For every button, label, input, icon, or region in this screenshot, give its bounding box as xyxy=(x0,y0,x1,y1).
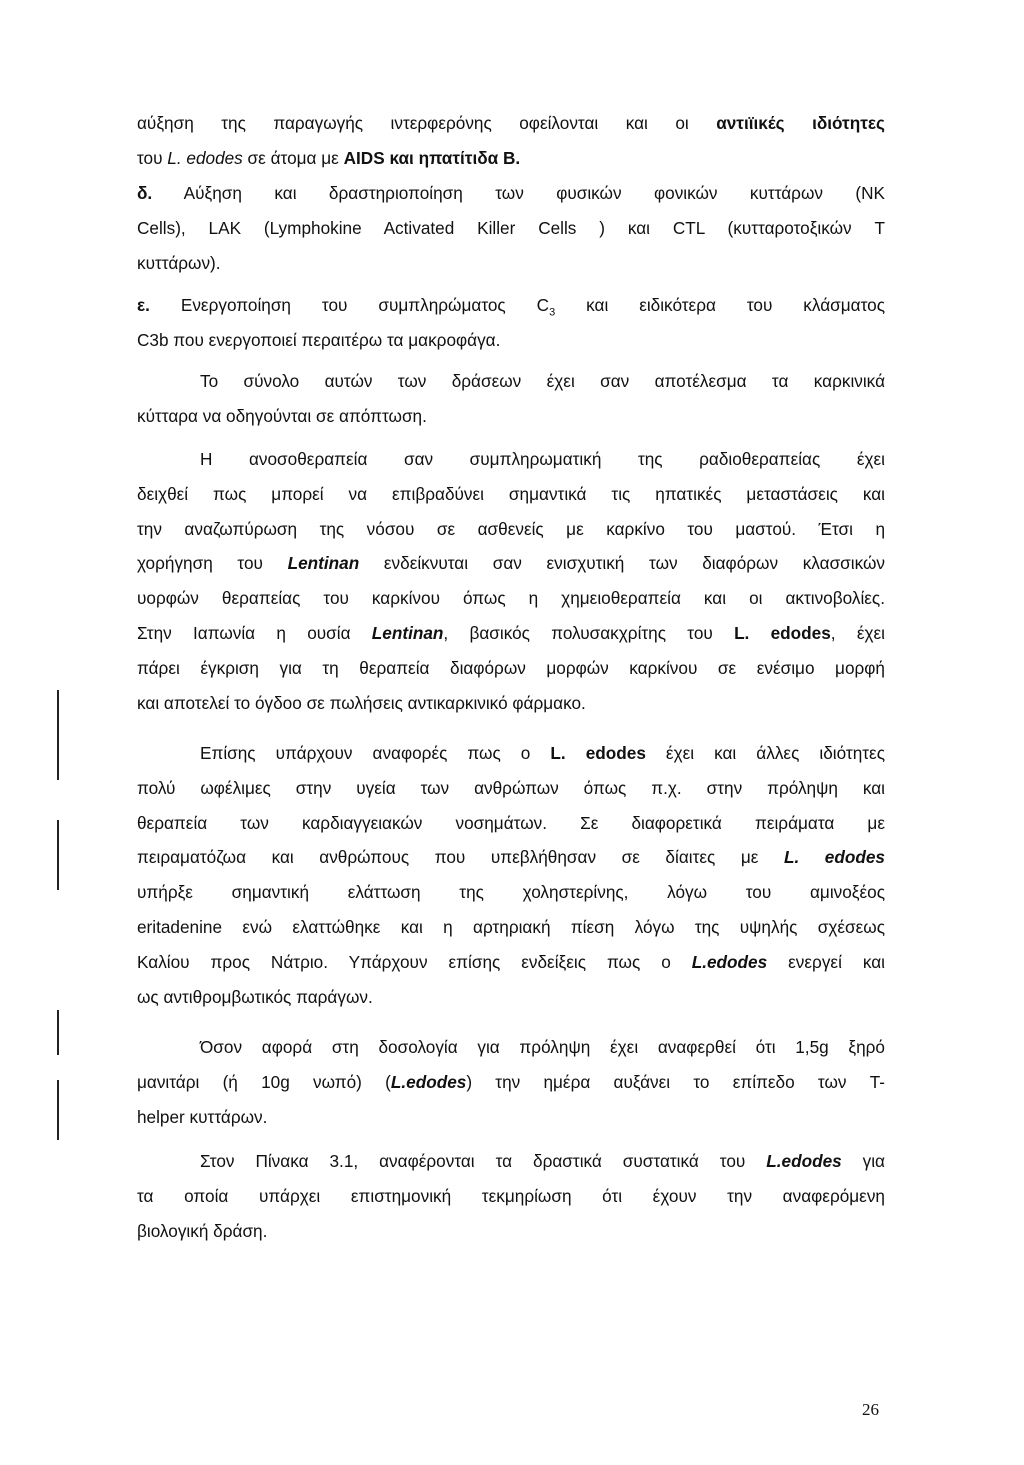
text-run: , έχει xyxy=(830,622,885,643)
text-line: Η ανοσοθεραπεία σαν συμπληρωματική της ραδιοθεραπείας έχει xyxy=(200,449,885,469)
text-line: την αναζωπύρωση της νόσου σε ασθενείς με καρκίνο του μαστού. Έτσι η xyxy=(137,518,885,539)
text-run: Στην Ιαπωνία η ουσία xyxy=(137,622,372,643)
text-line: ως αντιθρομβωτικός παράγων. xyxy=(137,986,373,1007)
text-line: τα οποία υπάρχει επιστημονική τεκμηρίωση ότι έχουν την αναφερόμενη xyxy=(137,1185,885,1206)
text-line: δειχθεί πως μπορεί να επιβραδύνει σημαντικά τις ηπατικές μεταστάσεις και xyxy=(137,483,885,504)
text-line: Όσον αφορά στη δοσολογία για πρόληψη έχει αναφερθεί ότι 1,5g ξηρό xyxy=(200,1037,885,1057)
text-run: Στον Πίνακα 3.1, αναφέρονται τα δραστικά συστατικά του xyxy=(200,1151,767,1171)
paragraph-other-properties xyxy=(137,736,885,1014)
text-line xyxy=(137,106,885,141)
text-line: Το σύνολο αυτών των δράσεων έχει σαν αποτέλεσμα τα καρκινικά xyxy=(200,371,885,391)
species-name: L.edodes xyxy=(691,951,768,972)
text-run: Επίσης υπάρχουν αναφορές πως ο xyxy=(200,743,551,763)
species-name: L.edodes xyxy=(766,1151,842,1171)
page-number: 26 xyxy=(862,1400,879,1419)
text-run: αύξηση της παραγωγής ιντερφερόνης οφείλονται και οι xyxy=(137,113,717,133)
scan-margin-mark xyxy=(57,1080,59,1140)
text-line: βιολογική δράση. xyxy=(137,1220,268,1241)
text-run: ενδείκνυται σαν ενισχυτική των διαφόρων κλασσικών xyxy=(359,553,885,574)
lentinan-term: Lentinan xyxy=(371,622,444,643)
text-line xyxy=(137,176,885,211)
text-line: helper κυττάρων. xyxy=(137,1106,268,1127)
paragraph-apoptosis xyxy=(137,364,885,434)
paragraph-dosage xyxy=(137,1030,885,1134)
text-line: θεραπεία των καρδιαγγειακών νοσημάτων. Σε διαφορετικά πειράματα με xyxy=(137,812,885,833)
paragraph-table-reference xyxy=(137,1144,885,1248)
text-run: Ενεργοποίηση του συμπληρώματος C xyxy=(149,295,550,315)
scan-margin-mark xyxy=(57,820,59,890)
text-run: του xyxy=(137,147,168,168)
text-line: υορφών θεραπείας του καρκίνου όπως η χημειοθεραπεία και οι ακτινοβολίες. xyxy=(137,588,885,609)
bold-text: AIDS και ηπατίτιδα Β. xyxy=(343,147,521,168)
text-line xyxy=(137,288,885,323)
text-line: και αποτελεί το όγδοο σε πωλήσεις αντικαρκινικό φάρμακο. xyxy=(137,692,586,713)
list-marker: ε. xyxy=(137,295,150,315)
text-line: eritadenine ενώ ελαττώθηκε και η αρτηριακή πίεση λόγω της υψηλής σχέσεως xyxy=(137,916,885,937)
text-run: και ειδικότερα του κλάσματος xyxy=(555,295,885,315)
text-line xyxy=(137,840,885,875)
subscript: 3 xyxy=(549,306,556,319)
species-name: L. edodes xyxy=(783,847,885,868)
text-run: σε άτομα με xyxy=(242,147,344,168)
species-name: L.edodes xyxy=(390,1071,467,1092)
species-name: L. edodes xyxy=(734,622,831,643)
text-run: ) την ημέρα αυξάνει το επίπεδο των T- xyxy=(466,1071,885,1092)
text-run: έχει και άλλες ιδιότητες xyxy=(645,743,885,763)
text-run: για xyxy=(841,1151,885,1171)
text-line xyxy=(137,616,885,651)
text-run: , βασικός πολυσακχρίτης του xyxy=(443,622,735,643)
paragraph-immunotherapy xyxy=(137,442,885,720)
text-line xyxy=(137,945,885,980)
species-name: L. edodes xyxy=(167,147,243,168)
text-line: υπήρξε σημαντική ελάττωση της χοληστερίνης, λόγω του αμινοξέος xyxy=(137,882,885,903)
text-run: πειραματόζωα και ανθρώπους που υπεβλήθησαν σε δίαιτες με xyxy=(137,847,784,868)
text-line: πολύ ωφέλιμες στην υγεία των ανθρώπων όπως π.χ. στην πρόληψη και xyxy=(137,777,885,798)
lentinan-term: Lentinan xyxy=(287,553,360,574)
text-line: Cells), LAK (Lymphokine Activated Killer Cells ) και CTL (κυτταροτοξικών T xyxy=(137,217,885,238)
paragraph-complement xyxy=(137,288,885,358)
text-line: κυττάρων). xyxy=(137,252,221,273)
paragraph-antiviral xyxy=(137,106,885,176)
text-line xyxy=(137,736,885,771)
text-line xyxy=(137,546,885,581)
text-run: χορήγηση του xyxy=(137,553,288,574)
text-line xyxy=(137,1065,885,1100)
text-line: C3b που ενεργοποιεί περαιτέρω τα μακροφάγα. xyxy=(137,329,501,350)
text-run: ενεργεί και xyxy=(767,951,885,972)
list-marker: δ. xyxy=(137,183,153,203)
bold-text: αντιϊικές ιδιότητες xyxy=(716,113,885,133)
text-run: Καλίου προς Νάτριο. Υπάρχουν επίσης ενδείξεις πως ο xyxy=(137,951,692,972)
scan-margin-mark xyxy=(57,1010,59,1055)
text-line: πάρει έγκριση για τη θεραπεία διαφόρων μορφών καρκίνου σε ενέσιμο μορφή xyxy=(137,657,885,678)
species-name: L. edodes xyxy=(550,743,646,763)
text-line xyxy=(137,1144,885,1179)
text-line: κύτταρα να οδηγούνται σε απόπτωση. xyxy=(137,405,427,426)
text-run: μανιτάρι (ή 10g νωπό) ( xyxy=(137,1071,391,1092)
text-line xyxy=(137,141,885,176)
paragraph-nk-cells xyxy=(137,176,885,280)
text-run: Αύξηση και δραστηριοποίηση των φυσικών φονικών κυττάρων (NK xyxy=(152,183,885,203)
scan-margin-mark xyxy=(57,690,59,780)
